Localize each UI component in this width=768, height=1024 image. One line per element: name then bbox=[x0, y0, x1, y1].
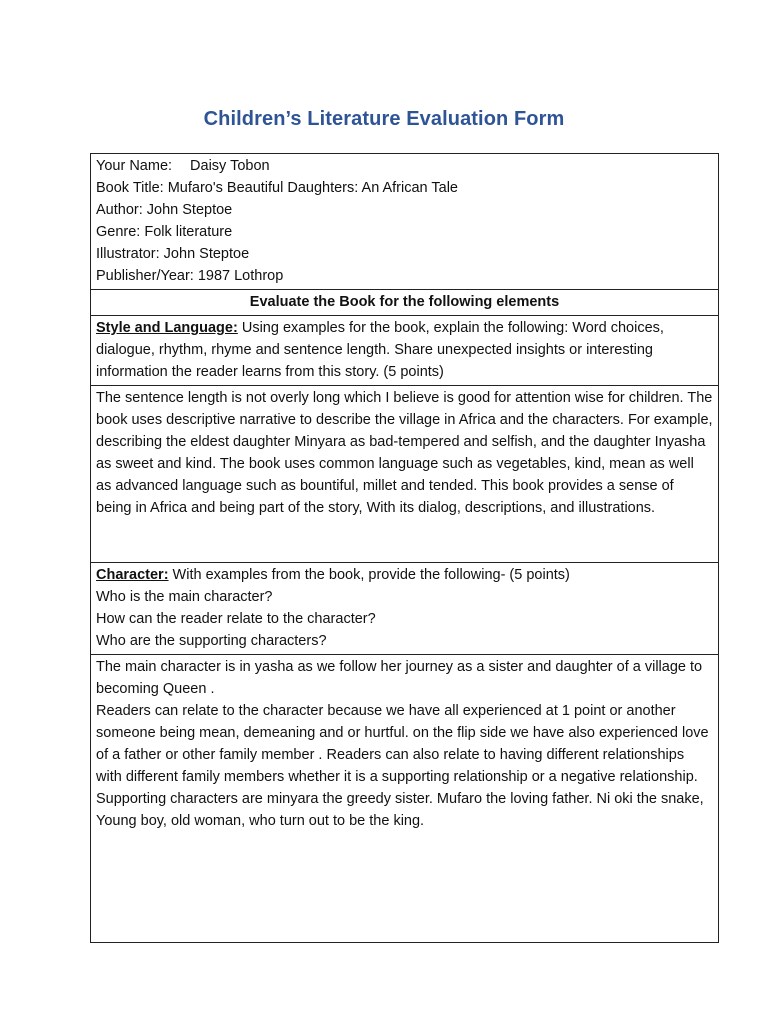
your-name-line bbox=[96, 155, 713, 177]
character-answer-row bbox=[91, 655, 719, 943]
character-answer-relate: Readers can relate to the character because we have all experienced at 1 point or another someone being mean, demeaning and or hurtful. on the flip side we have also experienced love of a father or other family member . Readers can also relate to having different relationships with different family members whether it is a supporting relationship or a negative relationship. bbox=[96, 703, 709, 785]
style-prompt-cell bbox=[91, 316, 719, 386]
style-label: Style and Language: bbox=[96, 320, 238, 336]
character-answer-main: The main character is in yasha as we follow her journey as a sister and daughter of a village to becoming Queen . bbox=[96, 659, 703, 697]
illustrator-line: Illustrator: John Steptoe bbox=[96, 246, 250, 262]
character-prompt-row bbox=[91, 563, 719, 655]
book-details-cell bbox=[91, 154, 719, 290]
your-name-label: Your Name: bbox=[96, 158, 173, 174]
form-title: Children’s Literature Evaluation Form bbox=[203, 108, 565, 130]
evaluation-form-table bbox=[90, 153, 719, 943]
style-answer: The sentence length is not overly long which I believe is good for attention wise for children. The book uses descriptive narrative to describe the village in Africa and the characters. For example, describing the eldest daughter Minyara as bad-tempered and selfish, and the daughter Inyasha as sweet and kind. The book uses common language such as vegetables, kind, mean as well as advanced language such as bountiful, millet and tended. This book provides a sense of being in Africa and being part of the story, With its dialog, descriptions, and illustrations. bbox=[96, 390, 713, 516]
character-answer-cell bbox=[91, 655, 719, 943]
book-title-line: Book Title: Mufaro's Beautiful Daughters: An African Tale bbox=[96, 180, 458, 196]
style-prompt-row bbox=[91, 316, 719, 386]
section-header-row bbox=[91, 290, 719, 316]
author-line: Author: John Steptoe bbox=[96, 202, 233, 218]
character-prompt-cell bbox=[91, 563, 719, 655]
style-prompt: Using examples for the book, explain the following: Word choices, dialogue, rhythm, rhyme and sentence length. Share unexpected insights or interesting information the reader learns from this story. (5 points) bbox=[96, 320, 664, 380]
character-answer-supporting: Supporting characters are minyara the greedy sister. Mufaro the loving father. Ni oki the snake, Young boy, old woman, who turn out to be the king. bbox=[96, 791, 704, 829]
your-name-value: Daisy Tobon bbox=[190, 158, 270, 174]
character-question-main: Who is the main character? bbox=[96, 589, 273, 605]
character-question-relate: How can the reader relate to the character? bbox=[96, 611, 376, 627]
style-answer-row bbox=[91, 386, 719, 563]
genre-line: Genre: Folk literature bbox=[96, 224, 233, 240]
book-details-row bbox=[91, 154, 719, 290]
character-prompt-line bbox=[96, 564, 713, 586]
character-question-supporting: Who are the supporting characters? bbox=[96, 633, 327, 649]
section-header: Evaluate the Book for the following elements bbox=[91, 290, 719, 316]
style-answer-cell bbox=[91, 386, 719, 563]
publisher-line: Publisher/Year: 1987 Lothrop bbox=[96, 268, 284, 284]
character-label: Character: bbox=[96, 567, 169, 583]
character-prompt: With examples from the book, provide the following- (5 points) bbox=[168, 567, 570, 583]
